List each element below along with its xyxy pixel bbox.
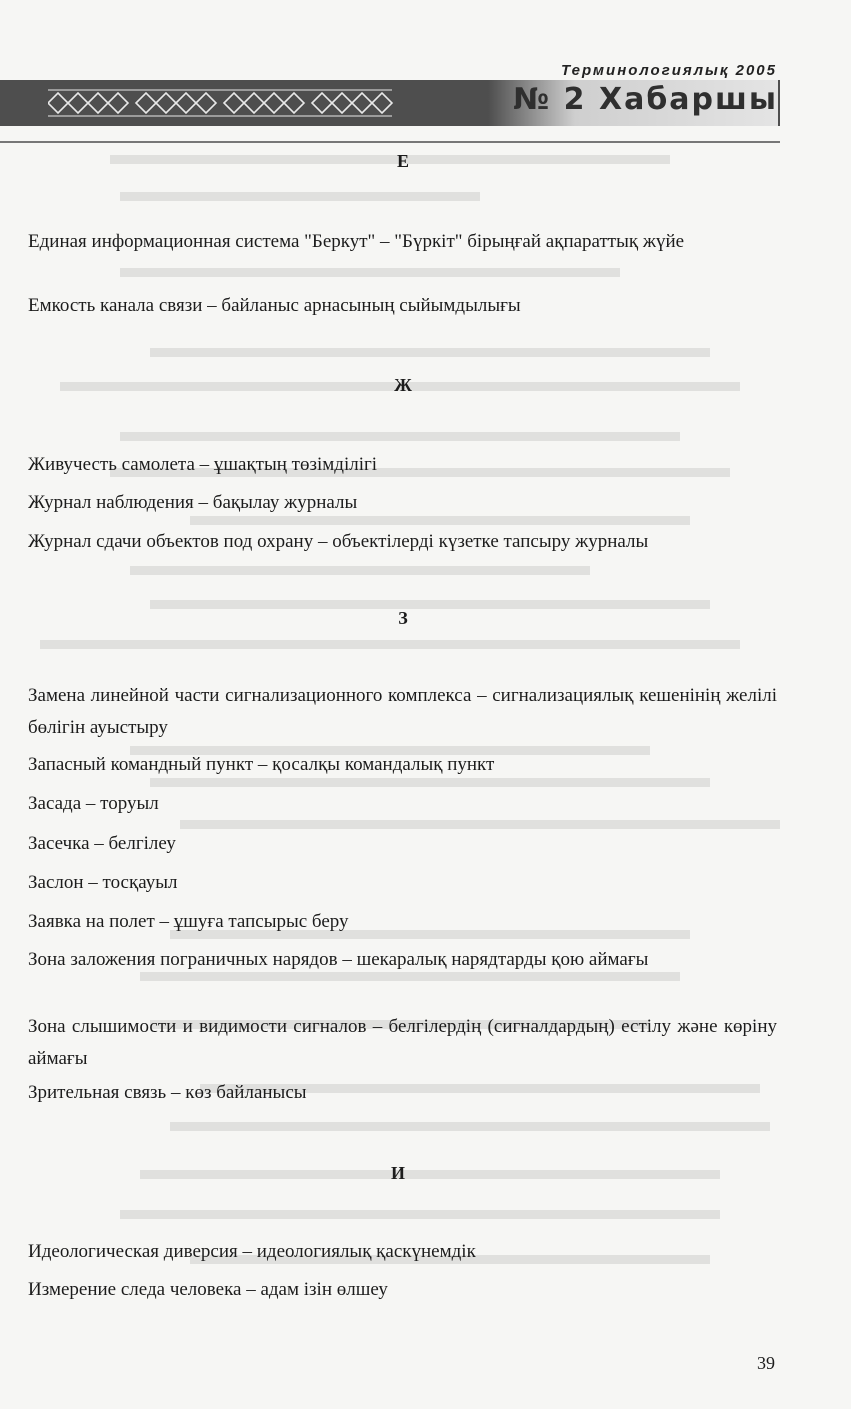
list-item: Зона слышимости и видимости сигналов – белгілердің (сигналдардың) естілу және көріну аймағы (28, 1016, 777, 1069)
list-item: Единая информационная система "Беркут" – "Бүркіт" бірыңғай ақпараттық жүйе (28, 231, 685, 252)
section-letter: И (390, 1163, 406, 1183)
list-item: Измерение следа человека – адам ізін өлшеу (28, 1279, 388, 1300)
list-item: Емкость канала связи – байланыс арнасының сыйымдылығы (28, 295, 521, 316)
list-item: Зона заложения пограничных нарядов – шекаралық нарядтарды қою аймағы (28, 949, 649, 970)
list-item: Запасный командный пункт – қосалқы командалық пункт (28, 754, 495, 775)
section-letter: Е (396, 151, 410, 171)
list-item: Замена линейной части сигнализационного комплекса – сигнализациялық кешенінің желілі бөлігін ауыстыру (28, 685, 777, 738)
list-item: Заявка на полет – ұшуға тапсырыс беру (28, 911, 349, 932)
ornament-icon (48, 86, 398, 120)
list-item: Живучесть самолета – ұшақтың төзімділігі (28, 454, 378, 475)
list-item: Журнал сдачи объектов под охрану – объектілерді күзетке тапсыру журналы (28, 531, 649, 552)
banner-gradient (488, 80, 778, 126)
header-rule (0, 141, 780, 143)
list-item: Заслон – тосқауыл (28, 872, 178, 893)
header-banner (0, 80, 780, 126)
list-item: Засада – торуыл (28, 793, 159, 814)
section-letter: З (398, 608, 408, 628)
section-letter: Ж (394, 375, 412, 395)
journal-title: Терминологиялық 2005 (561, 62, 777, 79)
list-item: Засечка – белгілеу (28, 833, 176, 854)
list-item: Зрительная связь – көз байланысы (28, 1082, 307, 1103)
list-item: Идеологическая диверсия – идеологиялық қаскүнемдік (28, 1241, 476, 1262)
page-number: 39 (757, 1353, 775, 1373)
list-item: Журнал наблюдения – бақылау журналы (28, 492, 358, 513)
issue-title: № 2 Хабаршы (513, 82, 778, 117)
